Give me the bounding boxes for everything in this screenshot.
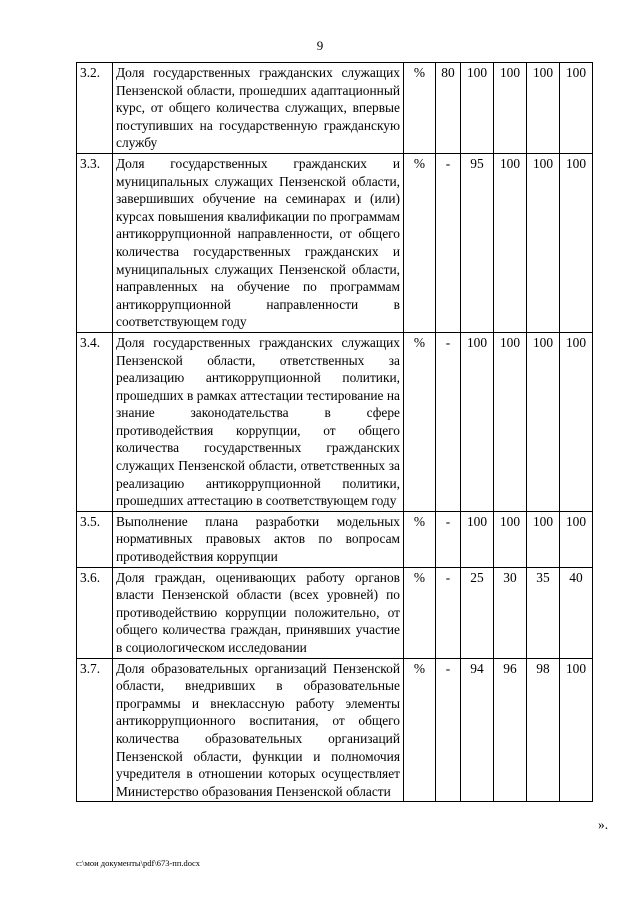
value-cell: -	[436, 153, 461, 332]
indicators-table-body	[77, 63, 593, 802]
unit-cell: %	[404, 332, 436, 511]
page-number: 9	[316, 38, 324, 53]
value-cell: 80	[436, 63, 461, 154]
row-number: 3.5.	[77, 511, 113, 567]
value-cell: 100	[461, 63, 494, 154]
row-number: 3.6.	[77, 567, 113, 658]
value-cell: 100	[461, 332, 494, 511]
value-cell: 98	[527, 658, 560, 802]
value-cell: 96	[494, 658, 527, 802]
value-cell: 100	[560, 153, 593, 332]
value-cell: -	[436, 332, 461, 511]
value-cell: 40	[560, 567, 593, 658]
value-cell: 100	[494, 153, 527, 332]
table-row	[77, 511, 593, 567]
unit-cell: %	[404, 63, 436, 154]
indicator-description: Доля государственных гражданских служащих Пензенской области, прошедших адаптационный курс, от общего количества служащих, впервые поступивших на государственную гражданскую службу	[113, 63, 404, 154]
value-cell: 30	[494, 567, 527, 658]
indicator-description: Доля государственных гражданских и муниципальных служащих Пензенской области, завершивших обучение на семинарах и (или) курсах повышения квалификации по программам антикоррупционной направленности, от общего количества государственных гражданских и муниципальных служащих Пензенской области, направленных на обучение по программам антикоррупционной направленности в соответствующем году	[113, 153, 404, 332]
value-cell: -	[436, 567, 461, 658]
value-cell: 100	[494, 511, 527, 567]
table-row	[77, 658, 593, 802]
footer-file-path: c:\мои документы\pdf\673-пп.docx	[76, 858, 201, 868]
value-cell: 100	[494, 332, 527, 511]
value-cell: 35	[527, 567, 560, 658]
value-cell: -	[436, 658, 461, 802]
value-cell: -	[436, 511, 461, 567]
indicator-description: Доля граждан, оценивающих работу органов власти Пензенской области (всех уровней) по противодействию коррупции положительно, от общего количества граждан, принявших участие в социологическом исследовании	[113, 567, 404, 658]
row-number: 3.2.	[77, 63, 113, 154]
table-row	[77, 63, 593, 154]
value-cell: 25	[461, 567, 494, 658]
row-number: 3.7.	[77, 658, 113, 802]
unit-cell: %	[404, 511, 436, 567]
row-number: 3.4.	[77, 332, 113, 511]
value-cell: 100	[527, 63, 560, 154]
row-number: 3.3.	[77, 153, 113, 332]
value-cell: 100	[560, 332, 593, 511]
closing-quote-mark: ».	[598, 817, 609, 832]
unit-cell: %	[404, 658, 436, 802]
value-cell: 100	[461, 511, 494, 567]
unit-cell: %	[404, 567, 436, 658]
value-cell: 94	[461, 658, 494, 802]
value-cell: 100	[494, 63, 527, 154]
value-cell: 100	[527, 153, 560, 332]
indicator-description: Доля государственных гражданских служащих Пензенской области, ответственных за реализацию антикоррупционной политики, прошедших в рамках аттестации тестирование на знание законодательства в сфере противодействия коррупции, от общего количества государственных гражданских служащих Пензенской области, ответственных за реализацию антикоррупционной политики, прошедших аттестацию в соответствующем году	[113, 332, 404, 511]
value-cell: 95	[461, 153, 494, 332]
table-row	[77, 153, 593, 332]
indicator-description: Доля образовательных организаций Пензенской области, внедривших в образовательные программы и внеклассную работу элементы антикоррупционного воспитания, от общего количества образовательных организаций Пензенской области, функции и полномочия учредителя в отношении которых осуществляет Министерство образования Пензенской области	[113, 658, 404, 802]
value-cell: 100	[527, 332, 560, 511]
table-row	[77, 332, 593, 511]
value-cell: 100	[527, 511, 560, 567]
value-cell: 100	[560, 63, 593, 154]
table-row	[77, 567, 593, 658]
value-cell: 100	[560, 658, 593, 802]
indicators-table	[76, 62, 593, 802]
indicator-description: Выполнение плана разработки модельных нормативных правовых актов по вопросам противодействия коррупции	[113, 511, 404, 567]
unit-cell: %	[404, 153, 436, 332]
value-cell: 100	[560, 511, 593, 567]
